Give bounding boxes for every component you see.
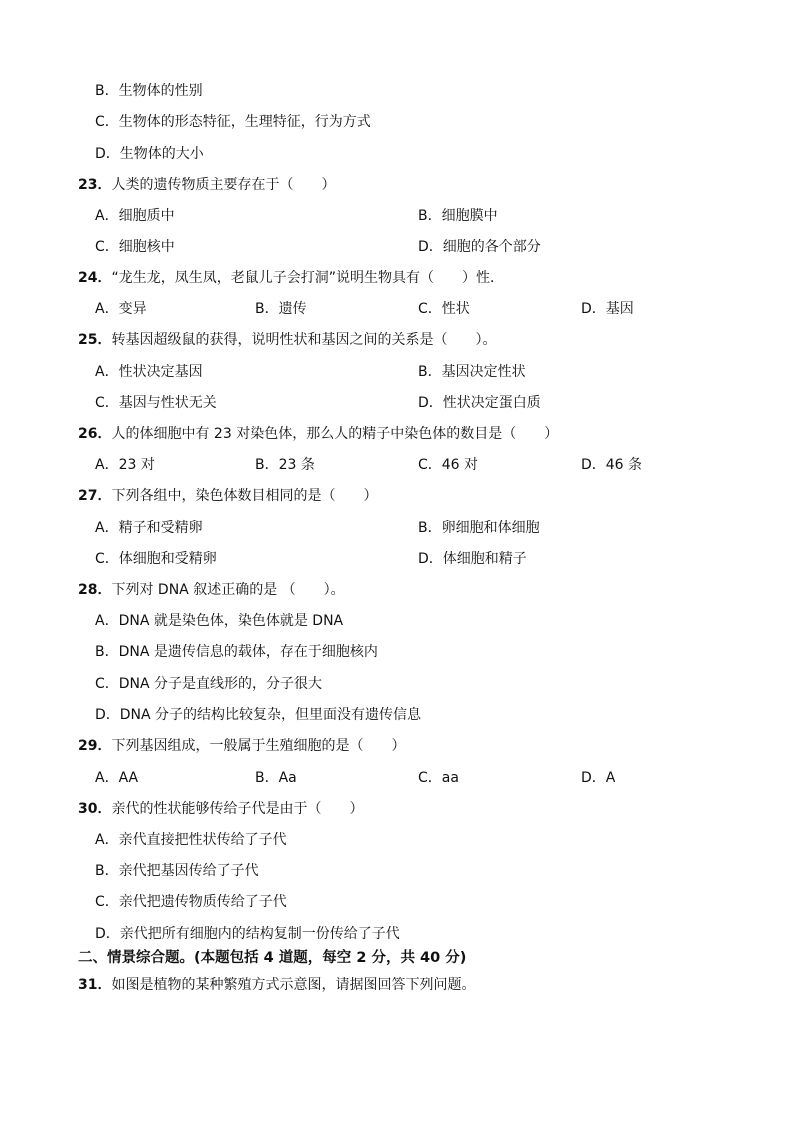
q30-option-b: B．亲代把基因传给了子代 (95, 863, 259, 879)
q22-option-c: C．生物体的形态特征，生理特征，行为方式 (95, 114, 371, 130)
q26-option-c: C．46 对 (418, 457, 479, 473)
q23-option-b: B．细胞膜中 (418, 208, 498, 224)
question-26 (78, 424, 558, 444)
question-number: 26． (78, 426, 112, 442)
q26-option-d: D．46 条 (581, 457, 643, 473)
q25-option-d: D．性状决定蛋白质 (418, 395, 541, 411)
question-text: 如图是植物的某种繁殖方式示意图，请据图回答下列问题。 (111, 977, 476, 993)
q28-option-c: C．DNA 分子是直线形的，分子很大 (95, 676, 323, 692)
q27-option-b: B．卵细胞和体细胞 (418, 520, 540, 536)
q28-option-b: B．DNA 是遗传信息的载体，存在于细胞核内 (95, 644, 378, 660)
question-23 (78, 175, 335, 195)
q22-option-b: B．生物体的性别 (95, 83, 203, 99)
q29-option-d: D．A (581, 770, 616, 786)
question-number: 23． (78, 177, 112, 193)
question-28 (78, 580, 345, 600)
q25-option-c: C．基因与性状无关 (95, 395, 217, 411)
q28-option-a: A．DNA 就是染色体，染色体就是 DNA (95, 613, 344, 629)
question-number: 28． (78, 582, 112, 598)
question-24 (78, 268, 504, 288)
question-text: 人类的遗传物质主要存在于（ ） (111, 177, 336, 193)
q24-option-c: C．性状 (418, 301, 470, 317)
section-heading: 二、情景综合题。(本题包括 4 道题，每空 2 分，共 40 分) (78, 950, 467, 966)
q25-option-a: A．性状决定基因 (95, 364, 203, 380)
q25-option-b: B．基因决定性状 (418, 364, 526, 380)
q29-option-c: C．aa (418, 770, 459, 786)
question-number: 25． (78, 332, 112, 348)
q22-option-d: D．生物体的大小 (95, 146, 204, 162)
question-number: 29． (78, 738, 112, 754)
q24-option-a: A．变异 (95, 301, 147, 317)
q24-option-d: D．基因 (581, 301, 634, 317)
question-31 (78, 975, 475, 995)
question-text: 亲代的性状能够传给子代是由于（ ） (111, 801, 364, 817)
question-number: 31． (78, 977, 112, 993)
question-number: 27． (78, 488, 112, 504)
question-number: 30． (78, 801, 112, 817)
q27-option-a: A．精子和受精卵 (95, 520, 203, 536)
q28-option-d: D．DNA 分子的结构比较复杂，但里面没有遗传信息 (95, 707, 422, 723)
question-text: 下列各组中，染色体数目相同的是（ ） (111, 488, 378, 504)
q23-option-d: D．细胞的各个部分 (418, 239, 541, 255)
q29-option-b: B．Aa (255, 770, 297, 786)
question-27 (78, 486, 377, 506)
q24-option-b: B．遗传 (255, 301, 307, 317)
question-text: 下列基因组成，一般属于生殖细胞的是（ ） (111, 738, 406, 754)
q30-option-c: C．亲代把遗传物质传给了子代 (95, 894, 287, 910)
question-text: 人的体细胞中有 23 对染色体，那么人的精子中染色体的数目是（ ） (111, 426, 559, 442)
q23-option-c: C．细胞核中 (95, 239, 175, 255)
q27-option-c: C．体细胞和受精卵 (95, 551, 217, 567)
q23-option-a: A．细胞质中 (95, 208, 175, 224)
question-number: 24． (78, 270, 112, 286)
q30-option-a: A．亲代直接把性状传给了子代 (95, 832, 287, 848)
q26-option-a: A．23 对 (95, 457, 155, 473)
question-25 (78, 330, 496, 350)
q26-option-b: B．23 条 (255, 457, 315, 473)
q27-option-d: D．体细胞和精子 (418, 551, 527, 567)
q29-option-a: A．AA (95, 770, 139, 786)
question-text: 转基因超级鼠的获得，说明性状和基因之间的关系是（ ）。 (111, 332, 497, 348)
question-29 (78, 736, 405, 756)
question-text: “龙生龙，凤生凤，老鼠儿子会打洞”说明生物具有（ ）性． (111, 270, 504, 286)
q30-option-d: D．亲代把所有细胞内的结构复制一份传给了子代 (95, 926, 400, 942)
question-30 (78, 799, 363, 819)
question-text: 下列对 DNA 叙述正确的是 （ ）。 (111, 582, 345, 598)
